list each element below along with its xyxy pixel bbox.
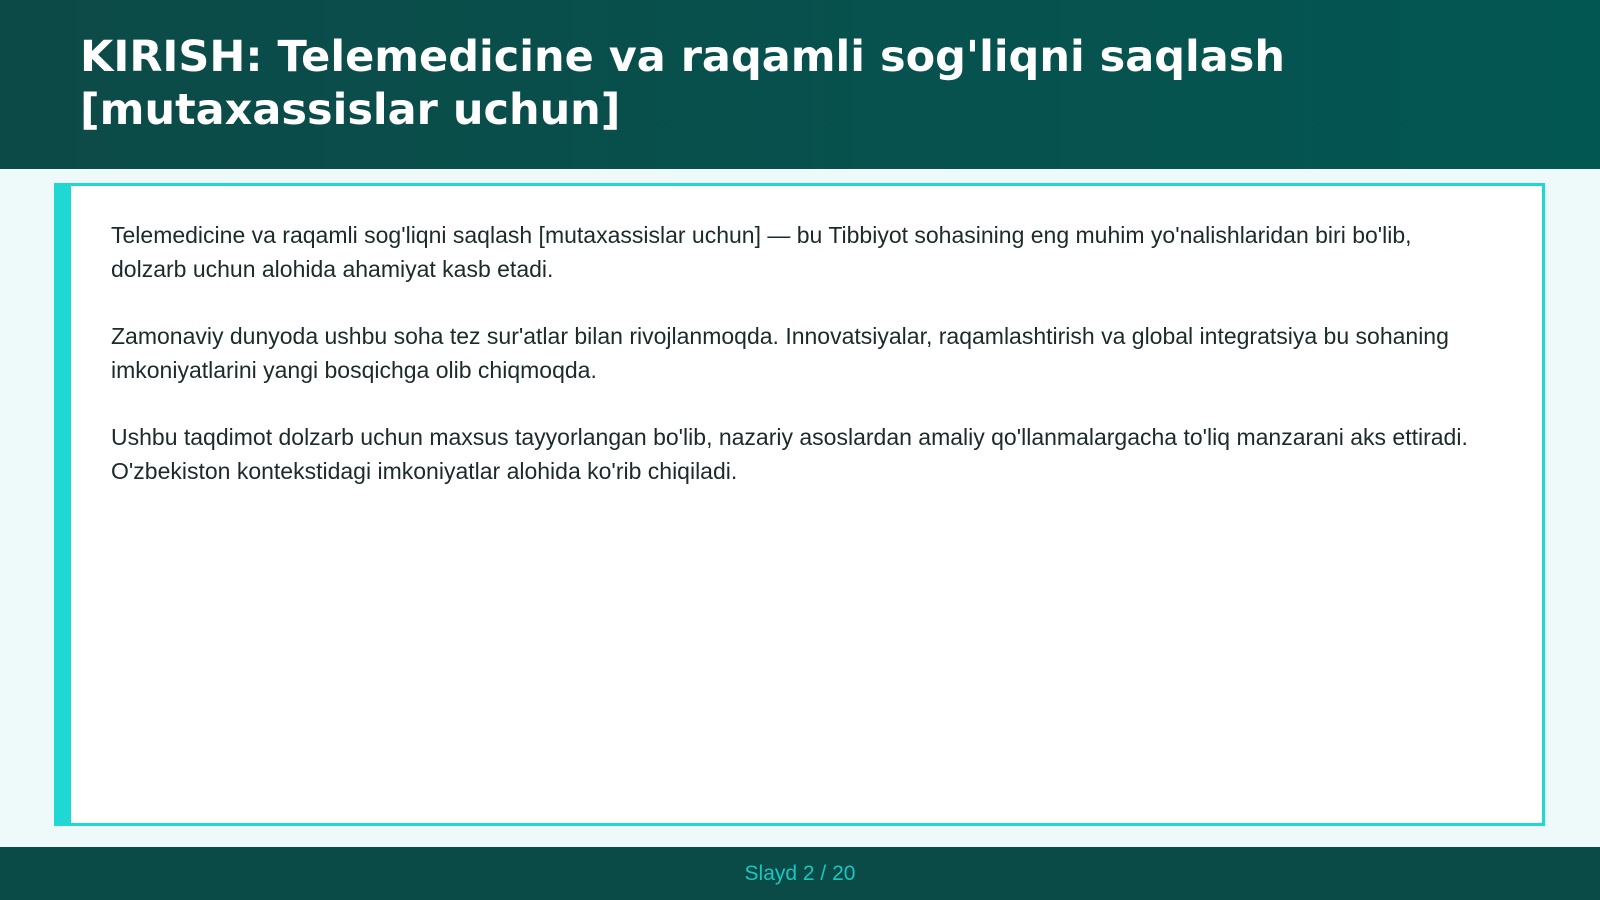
content-paragraph-2: Zamonaviy dunyoda ushbu soha tez sur'atlar bilan rivojlanmoqda. Innovatsiyalar, raqamlashtirish va global integratsiya bu sohaning imkoniyatlarini yangi bosqichga olib chiqmoqda. xyxy=(111,323,1449,383)
slide-counter: Slayd 2 / 20 xyxy=(744,861,856,885)
slide-header xyxy=(0,0,1600,169)
slide-title: KIRISH: Telemedicine va raqamli sog'liqni saqlash [mutaxassislar uchun] xyxy=(80,32,1286,135)
content-paragraph-1: Telemedicine va raqamli sog'liqni saqlash [mutaxassislar uchun] — bu Tibbiyot sohasining eng muhim yo'nalishlaridan biri bo'lib, dolzarb uchun alohida ahamiyat kasb etadi. xyxy=(111,222,1412,282)
slide-footer xyxy=(0,847,1600,900)
content-card xyxy=(54,183,1545,826)
content-paragraph-3: Ushbu taqdimot dolzarb uchun maxsus tayyorlangan bo'lib, nazariy asoslardan amaliy qo'llanmalargacha to'liq manzarani aks ettiradi. O'zbekiston kontekstidagi imkoniyatlar alohida ko'rib chiqiladi. xyxy=(111,424,1468,484)
